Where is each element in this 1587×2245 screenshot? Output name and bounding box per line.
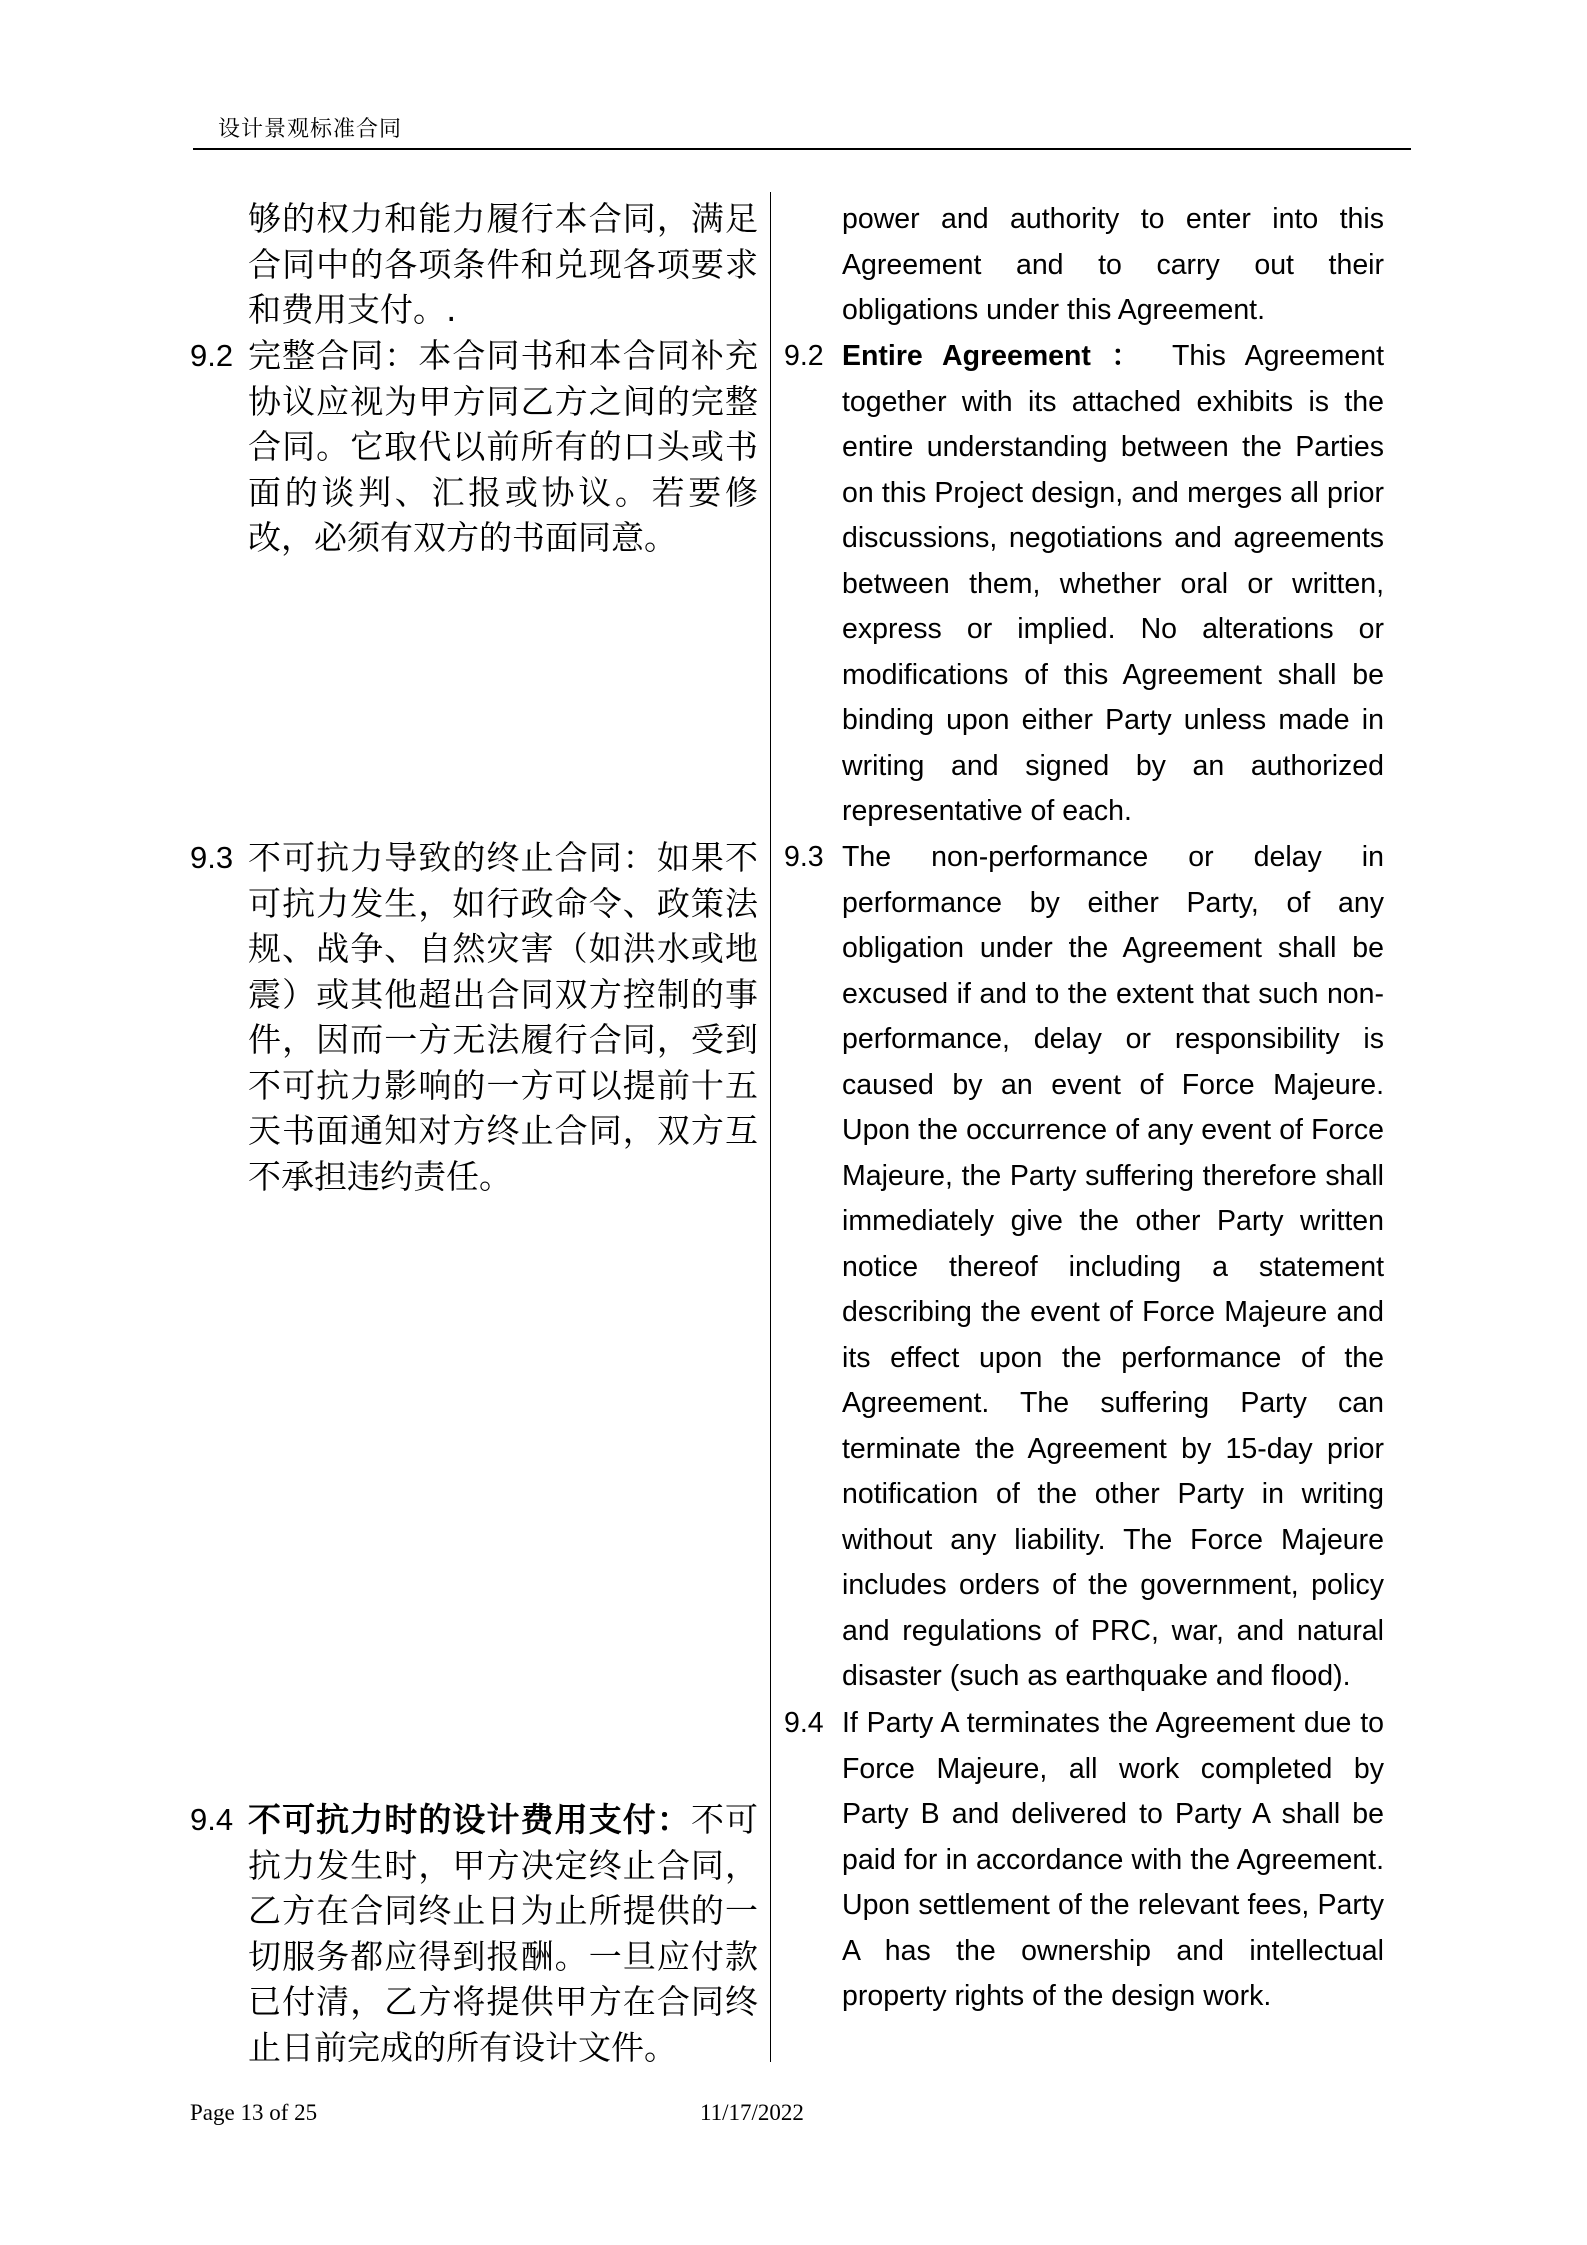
column-divider [770,192,771,2062]
cn-section-9-2-number: 9.2 [190,338,234,373]
en-continuation-paragraph: power and authority to enter into this Agreement and to carry out their obligations under this Agreement. [842,203,1384,326]
cn-continuation-paragraph: 够的权力和能力履行本合同，满足合同中的各项条件和兑现各项要求和费用支付。. [248,199,758,329]
cn-section-9-4-heading: 不可抗力时的设计费用支付： [248,1800,691,1839]
cn-section-9-4-paragraph [248,1797,758,2070]
en-section-9-2-text: This Agreement together with its attached exhibits is the entire understanding between the Parties on this Project design, and merges all prior discussions, negotiations and agreements between them, whether oral or written, express or implied. No alterations or modifications of this Agreement shall be binding upon either Party unless made in writing and signed by an authorized representative of each. [842,340,1384,827]
cn-section-9-4-number: 9.4 [190,1802,234,1837]
en-section-9-4-number: 9.4 [784,1707,824,1739]
document-header-title: 设计景观标准合同 [218,117,403,142]
cn-section-9-2-text: 完整合同：本合同书和本合同补充协议应视为甲方同乙方之间的完整合同。它取代以前所有的口头或书面的谈判、汇报或协议。若要修改，必须有双方的书面同意。 [248,336,758,557]
cn-section-9-3-number: 9.3 [190,840,234,875]
footer-date: 11/17/2022 [700,2100,804,2125]
en-section-9-2-paragraph [842,334,1384,835]
cn-section-9-4-text: 不可抗力发生时，甲方决定终止合同，乙方在合同终止日为止所提供的一切服务都应得到报酬。一旦应付款已付清，乙方将提供甲方在合同终止日前完成的所有设计文件。 [248,1800,759,2067]
en-section-9-2-number: 9.2 [784,340,824,372]
en-section-9-4-text: If Party A terminates the Agreement due to Force Majeure, all work completed by Party B and delivered to Party A shall be paid for in accordance with the Agreement. Upon settlement of the relevant fees, Party A has the ownership and intellectual property rights of the design work. [842,1707,1384,2012]
en-section-9-3-text: The non-performance or delay in performance by either Party, of any obligation under the Agreement shall be excused if and to the extent that such non-performance, delay or responsibility is caused by an event of Force Majeure. Upon the occurrence of any event of Force Majeure, the Party suffering therefore shall immediately give the other Party written notice thereof including a statement describing the event of Force Majeure and its effect upon the performance of the Agreement. The suffering Party can terminate the Agreement by 15-day prior notification of the other Party in writing without any liability. The Force Majeure includes orders of the government, policy and regulations of PRC, war, and natural disaster (such as earthquake and flood). [842,841,1384,1692]
header-rule [193,148,1411,150]
en-section-9-2-heading: Entire Agreement [842,340,1091,372]
en-section-9-2-colon: ： [1111,340,1153,372]
en-section-9-3-number: 9.3 [784,841,824,873]
footer-page-number: Page 13 of 25 [190,2100,318,2125]
cn-section-9-3-text: 不可抗力导致的终止合同：如果不可抗力发生，如行政命令、政策法规、战争、自然灾害（如洪水或地震）或其他超出合同双方控制的事件，因而一方无法履行合同，受到不可抗力影响的一方可以提前十五天书面通知对方终止合同，双方互不承担违约责任。 [248,838,758,1196]
